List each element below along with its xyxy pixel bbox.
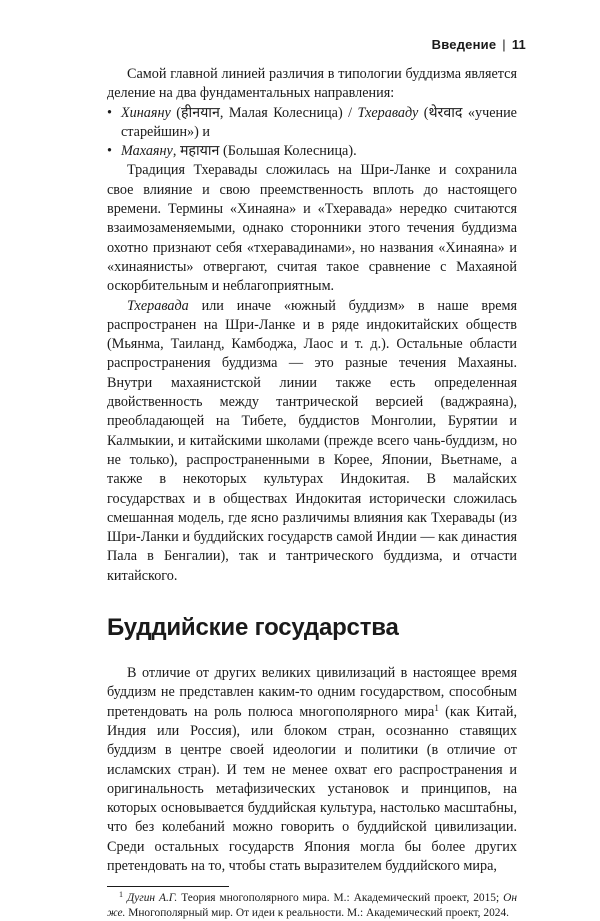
running-header <box>432 37 526 52</box>
bullet-term-2: Тхераваду <box>357 104 419 121</box>
footnote-divider <box>107 886 229 887</box>
footnote-reference[interactable]: 1 <box>434 702 439 713</box>
paragraph-south <box>107 297 517 586</box>
bullet-term: Хинаяну <box>121 104 171 121</box>
bullet-text: , महायान (Большая Колесница). <box>172 143 357 160</box>
bullet-text: (हीनयान, Малая Колесница) / <box>170 104 358 121</box>
footnote-ibid: Он же. <box>107 892 517 920</box>
paragraph-theravada: Традиция Тхеравады сложилась на Шри-Ланке и сохранила свое влияние и свою преемственность вплоть до настоящего времени. Термины «Хинаяна» и «Тхеравада» нередко считаются взаимозаменяемыми, однако сторонники этого течения буддизма охотно признают себя «тхеравадинами», но названия «Хинаяна» и «хинаянисты» отвергают, считая такое сравнение с Махаяной оскорбительным и неблагоприятным. <box>107 162 517 295</box>
header-separator: | <box>502 37 506 52</box>
paragraph-text-2: (как Китай, Индия или Россия), или блоком стран, осознанно ставящих буддизм в центре своей идеологии и политики (в отличие от исламских стран). И тем не менее охват его распространения и оригинальность метафизических установок и принципов, на которых основывается буддийская культура, настолько масштабны, что без колебаний можно говорить о буддийской цивилизации. Среди остальных государств Япония могла бы более других претендовать на то, чтобы стать выразителем буддийского мира, <box>107 703 517 874</box>
footnote <box>107 891 517 921</box>
paragraph-states <box>107 664 517 876</box>
bullet-item <box>107 142 517 161</box>
page-number: 11 <box>511 37 526 52</box>
bullet-item <box>107 104 517 143</box>
bullet-icon: • <box>107 104 112 121</box>
bullet-icon: • <box>107 143 112 160</box>
footnote-text: Теория многополярного мира. М.: Академический проект, 2015; <box>177 892 504 905</box>
paragraph-text: В отличие от других великих цивилизаций в настоящее время буддизм не представлен каким-то одним государством, способным претендовать на роль полюса многополярного мира <box>107 665 517 720</box>
section-title: Буддийские государства <box>107 614 399 642</box>
footnote-mark: 1 <box>119 890 123 900</box>
bullet-term: Махаяну <box>121 143 173 160</box>
paragraph-term: Тхеравада <box>127 297 189 314</box>
paragraph-text: или иначе «южный буддизм» в наше время распространен на Шри-Ланке и в ряде индокитайских обществ (Мьянма, Таиланд, Камбоджа, Лаос и т. д.). Остальные области распространения буддизма — это разные течения Махаяны. Внутри махаянистской линии также есть определенная двойственность между тантрической версией (ваджраяна), преобладающей на Тибете, буддистов Монголии, Бурятии и Калмыкии, и китайскими школами (прежде всего чань-буддизм, но не только), распространенными в Корее, Японии, Вьетнаме, а также в некоторых культурах Индокитая. В малайских государствах и в обществах Индокитая исторически сложилась смешанная модель, где ясно различимы влияния как Тхеравады (из Шри-Ланки и буддийских государств самой Индии — как династия Пала в Бенгалии), так и тантрического буддизма, и отчасти китайского. <box>107 297 517 584</box>
bullet-text-2: (थेरवाद «учение старейшин») и <box>121 104 517 140</box>
bullet-list <box>107 104 517 162</box>
intro-paragraph: Самой главной линией различия в типологии буддизма является деление на два фундаментальных направления: <box>107 66 517 102</box>
section-name: Введение <box>431 37 497 52</box>
page-body <box>107 65 517 921</box>
footnote-text-2: Многополярный мир. От идеи к реальности. М.: Академический проект, 2024. <box>125 907 509 920</box>
footnote-author: Дугин А.Г. <box>126 892 178 905</box>
